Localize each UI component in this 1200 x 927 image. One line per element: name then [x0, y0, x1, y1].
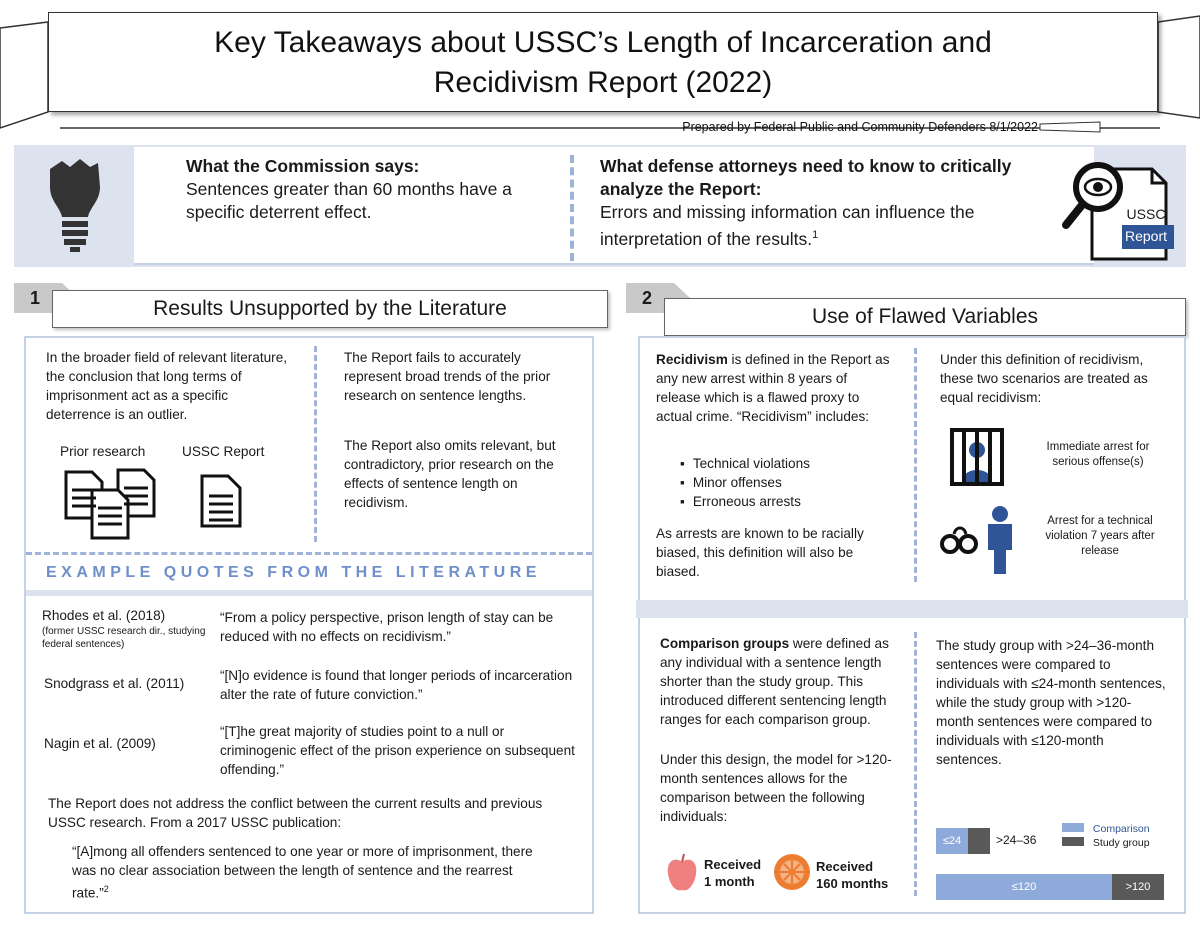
handcuffs-person-icon [936, 504, 1026, 576]
footnote-1: 1 [812, 229, 819, 241]
scenario-2-text: Arrest for a technical violation 7 years after release [1045, 515, 1155, 557]
comparison-term: Comparison groups [660, 636, 790, 651]
quote-snodgrass: “[N]o evidence is found that longer periods of incarceration alter the rate of future conviction.” [220, 668, 573, 702]
received-1-line1: Received [704, 857, 762, 872]
comparison-definition [660, 634, 900, 729]
recidivism-includes-list [680, 454, 810, 511]
design-text: Under this design, the model for >120-month sentences allows for the comparison between the following individuals: [660, 752, 892, 824]
intro-content [134, 147, 1094, 265]
literature-outlier-text: In the broader field of relevant literature, the conclusion that long terms of imprisonment act as a specific deterrence is an outlier. [46, 350, 288, 422]
documents-stack-icon [62, 466, 162, 544]
comparison-text: were defined as any individual with a sentence length shorter than the study group. This introduced different sentencing length ranges for each comparison group. [660, 636, 889, 727]
report-icon-ussc: USSC [1126, 206, 1166, 222]
scenario-intro: Under this definition of recidivism, these two scenarios are treated as equal recidivism: [940, 352, 1148, 405]
list-item: ▪ Technical violations [680, 454, 810, 473]
bar-le120: ≤120 [936, 874, 1112, 900]
quote-rhodes: “From a policy perspective, prison length of stay can be reduced with no effects on recidivism.” [220, 610, 554, 644]
report-omits-text: The Report also omits relevant, but contradictory, prior research on the effects of sentence length on recidivism. [344, 438, 556, 510]
list-item: ▪ Minor offenses [680, 473, 810, 492]
ussc-report-label: USSC Report [182, 444, 265, 459]
recidivism-text: is defined in the Report as any new arrest within 8 years of release which is a flawed proxy to actual crime. “Recidivism” includes: [656, 352, 890, 424]
title-line-1: Key Takeaways about USSC’s Length of Incarceration and [214, 26, 992, 59]
page-title [49, 13, 1157, 103]
commission-body: Sentences greater than 60 months have a specific deterrent effect. [186, 179, 512, 222]
title-banner [0, 0, 1200, 135]
recidivism-definition [656, 350, 894, 426]
received-1-line2: 1 month [704, 874, 755, 889]
list-item: ▪ Erroneous arrests [680, 492, 810, 511]
section-1-number: 1 [14, 283, 62, 313]
comparison-chart [936, 828, 1166, 900]
prepared-by: Prepared by Federal Public and Community Defenders 8/1/2022 [682, 120, 1038, 134]
prior-research-label: Prior research [60, 444, 146, 459]
quote-source-snodgrass: Snodgrass et al. (2011) [44, 676, 185, 691]
bar-le24: ≤24 [936, 828, 968, 854]
intro-divider [570, 155, 574, 261]
orange-icon [772, 852, 812, 892]
recidivism-panel [638, 336, 1186, 600]
defense-body: Errors and missing information can influence the interpretation of the results. [600, 202, 975, 249]
section-2-title: Use of Flawed Variables [664, 298, 1186, 336]
bar-gt120: >120 [1112, 874, 1164, 900]
recidivism-term: Recidivism [656, 352, 728, 367]
example-quotes-heading: EXAMPLE QUOTES FROM THE LITERATURE [46, 564, 541, 581]
quote-source-rhodes: Rhodes et al. (2018) [42, 608, 166, 623]
report-icon-label [1118, 203, 1174, 247]
footnote-2: 2 [103, 884, 109, 894]
commission-heading: What the Commission says: [186, 156, 420, 176]
quotes-heading-rule [26, 590, 592, 596]
quotes-divider [26, 552, 592, 555]
defense-know [600, 155, 1060, 251]
defense-heading: What defense attorneys need to know to critically analyze the Report: [600, 156, 1012, 199]
section-2-separator [636, 600, 1188, 618]
study-group-text: The study group with >24–36-month sentences were compared to individuals with ≤24-month sentences, while the study group with >120-month sentences were compared to individuals with ≤120-month sentences. [936, 638, 1166, 767]
intro-band [14, 145, 1186, 267]
comparison-panel [638, 618, 1186, 914]
ussc-2017-quote [72, 842, 552, 903]
legend-study-label: Study group [1092, 837, 1150, 849]
single-document-icon [198, 472, 244, 530]
section-1-column-divider [314, 346, 317, 542]
section-1-panel [24, 336, 594, 914]
received-2-line2: 160 months [816, 876, 889, 891]
ussc-2017-quote-text: “[A]mong all offenders sentenced to one year or more of imprisonment, there was no clear association between the length of sentence and the rearrest rate.” [72, 844, 533, 901]
bar-gt24-36-label: >24–36 [996, 833, 1037, 847]
section-2-lower-divider [914, 632, 917, 896]
report-fails-text: The Report fails to accurately represent broad trends of the prior research on sentence lengths. [344, 350, 551, 403]
quote-note-rhodes: (former USSC research dir., studying federal sentences) [42, 626, 206, 650]
title-line-2: Recidivism Report (2022) [433, 66, 773, 99]
lightbulb-icon [40, 157, 110, 257]
section-1-title: Results Unsupported by the Literature [52, 290, 608, 328]
commission-says [186, 155, 536, 224]
quote-nagin: “[T]he great majority of studies point to a null or criminogenic effect of the prison experience on subsequent offending.” [220, 724, 575, 777]
received-2-line1: Received [816, 859, 874, 874]
racial-bias-text: As arrests are known to be racially biased, this definition will also be biased. [656, 526, 864, 579]
title-box [48, 12, 1158, 112]
received-160-months [816, 858, 888, 892]
conflict-text: The Report does not address the conflict between the current results and previous USSC research. From a 2017 USSC publication: [48, 796, 543, 830]
apple-icon [666, 852, 698, 894]
jail-icon [950, 428, 1004, 486]
legend-comparison-label: Comparison [1092, 823, 1150, 835]
section-2-number: 2 [626, 283, 674, 313]
report-icon-report: Report [1124, 228, 1168, 244]
section-2-upper-divider [914, 348, 917, 582]
quote-source-nagin: Nagin et al. (2009) [44, 736, 156, 751]
received-1-month [704, 856, 761, 890]
bar-gt24-36 [968, 828, 990, 854]
scenario-1-text: Immediate arrest for serious offense(s) [1046, 441, 1150, 468]
